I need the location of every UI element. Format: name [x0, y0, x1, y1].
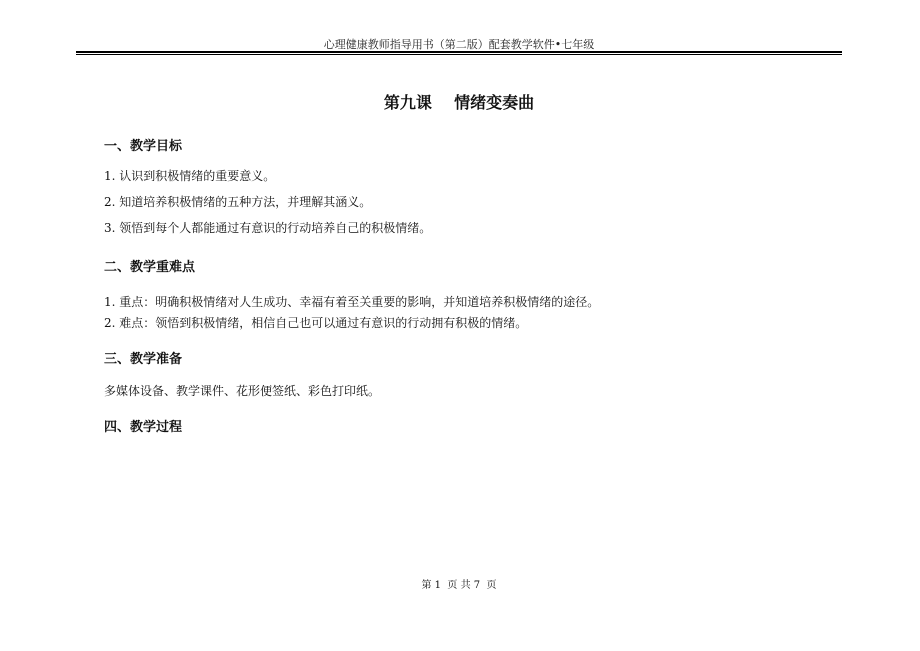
page-number-footer: 第 1 页 共 7 页 — [421, 580, 497, 591]
section-heading-process: 四、教学过程 — [104, 420, 183, 435]
section-heading-objectives: 一、教学目标 — [104, 139, 183, 154]
header-rule-thin — [76, 54, 842, 55]
objective-item-1: 1. 认识到积极情绪的重要意义。 — [104, 169, 276, 183]
preparation-text: 多媒体设备、教学课件、花形便签纸、彩色打印纸。 — [104, 384, 381, 398]
objective-item-3: 3. 领悟到每个人都能通过有意识的行动培养自己的积极情绪。 — [104, 221, 432, 235]
running-header: 心理健康教师指导用书（第二版）配套教学软件•七年级 — [323, 38, 595, 51]
section-heading-preparation: 三、教学准备 — [104, 352, 183, 367]
key-point-item-1: 1. 重点：明确积极情绪对人生成功、幸福有着至关重要的影响，并知道培养积极情绪的途径。 — [104, 295, 600, 309]
lesson-title: 第九课 情绪变奏曲 — [383, 93, 535, 112]
objective-item-2: 2. 知道培养积极情绪的五种方法，并理解其涵义。 — [104, 195, 372, 209]
key-point-item-2: 2. 难点：领悟到积极情绪，相信自己也可以通过有意识的行动拥有积极的情绪。 — [104, 316, 528, 330]
header-rule — [76, 51, 842, 53]
section-heading-key-points: 二、教学重难点 — [104, 260, 196, 275]
